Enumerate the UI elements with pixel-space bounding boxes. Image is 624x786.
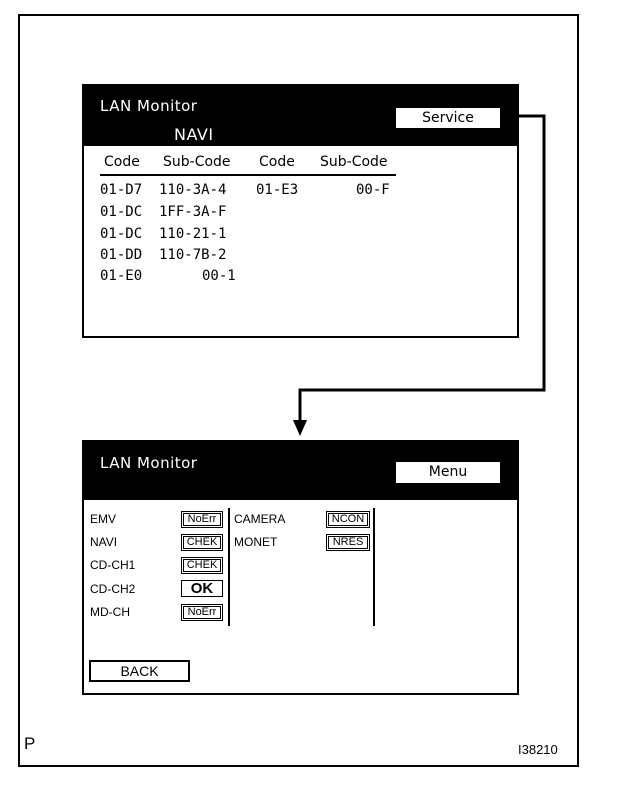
subcode-cell: 1FF-3A-F bbox=[159, 204, 227, 220]
code-cell: 01-DD bbox=[100, 247, 143, 263]
status-badge: NoErr bbox=[181, 511, 223, 528]
device-label-md-ch: MD-CH bbox=[90, 605, 130, 619]
title-bar bbox=[84, 442, 517, 500]
menu-button[interactable]: Menu bbox=[396, 462, 500, 483]
lan-monitor-menu-screen bbox=[82, 440, 519, 695]
screen-title: LAN Monitor bbox=[100, 97, 198, 115]
screen-title: LAN Monitor bbox=[100, 454, 198, 472]
code-cell: 01-D7 bbox=[100, 182, 143, 198]
code-cell: 01-E0 bbox=[100, 268, 143, 284]
column-divider bbox=[373, 508, 375, 626]
header-underline bbox=[100, 174, 396, 176]
device-label-camera: CAMERA bbox=[234, 512, 286, 526]
code-cell: 01-DC bbox=[100, 204, 143, 220]
device-label-navi: NAVI bbox=[90, 535, 118, 549]
device-label-cd-ch1: CD-CH1 bbox=[90, 558, 136, 572]
status-badge: NoErr bbox=[181, 604, 223, 621]
screen-subtitle: NAVI bbox=[174, 125, 214, 144]
header-code-2: Code bbox=[259, 154, 295, 170]
column-divider bbox=[228, 508, 230, 626]
service-button[interactable]: Service bbox=[396, 108, 500, 128]
header-code-1: Code bbox=[104, 154, 140, 170]
subcode-cell: 110-21-1 bbox=[159, 226, 227, 242]
figure-id: I38210 bbox=[518, 742, 558, 757]
lan-monitor-navi-screen bbox=[82, 84, 519, 338]
back-button[interactable]: BACK bbox=[89, 660, 190, 682]
status-badge: NCON bbox=[326, 511, 370, 528]
subcode-cell: 00-1 bbox=[202, 268, 236, 284]
code-cell: 01-E3 bbox=[256, 182, 299, 198]
header-subcode-2: Sub-Code bbox=[320, 154, 388, 170]
figure-left-mark: P bbox=[24, 734, 36, 753]
status-badge: CHEK bbox=[181, 534, 223, 551]
device-label-emv: EMV bbox=[90, 512, 117, 526]
status-badge: OK bbox=[181, 580, 223, 597]
code-cell: 01-DC bbox=[100, 226, 143, 242]
status-badge: NRES bbox=[326, 534, 370, 551]
subcode-cell: 110-3A-4 bbox=[159, 182, 227, 198]
subcode-cell: 110-7B-2 bbox=[159, 247, 227, 263]
title-bar bbox=[84, 86, 517, 146]
device-label-cd-ch2: CD-CH2 bbox=[90, 582, 136, 596]
status-badge: CHEK bbox=[181, 557, 223, 574]
subcode-cell: 00-F bbox=[356, 182, 390, 198]
device-label-monet: MONET bbox=[234, 535, 278, 549]
header-subcode-1: Sub-Code bbox=[163, 154, 231, 170]
